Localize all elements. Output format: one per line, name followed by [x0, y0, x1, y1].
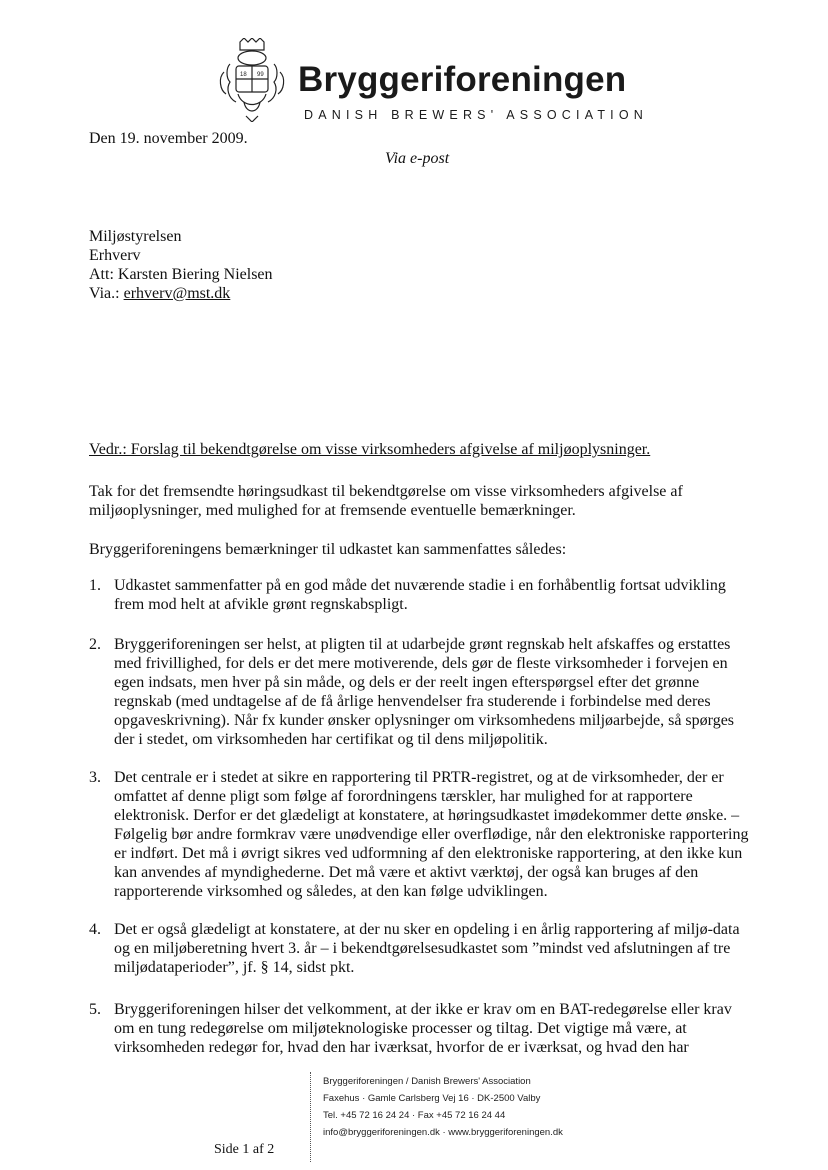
list-item-number: 4. [89, 921, 101, 938]
subject-line: Vedr.: Forslag til bekendtgørelse om visse virksomheders afgivelse af miljøoplysninger. [89, 441, 651, 458]
footer-contact [323, 1073, 563, 1141]
delivery-method: Via e-post [385, 150, 450, 167]
list-item-text: Bryggeriforeningen ser helst, at pligten til at udarbejde grønt regnskab helt afskaffes og erstattes med frivillighed, for dels er det mere motiverende, dels gør de fleste virksomheder i forvejen en egen indsats, men hver på sin måde, og dels er der reelt ingen efterspørgsel efter det grønne regnskab (med undtagelse af de få årlige henvendelser fra studerende i forbindelse med deres opgaveskrivning). Når fx kunder ønsker oplysninger om virksomhedens miljøarbejde, så spørges der i stedet, om virksomheden har certifikat og til dens miljøpolitik. [114, 636, 735, 748]
recipient-via [89, 284, 273, 303]
list-item-text: Bryggeriforeningen hilser det velkomment, at der ikke er krav om en BAT-redegørelse eller krav om en tung redegørelse om miljøteknologiske processer og tiltag. Det vigtige må være, at virksomheden redegør for, hvad den har iværksat, hvorfor de er iværksat, og hvad den har [114, 1001, 732, 1056]
brand-subtitle: DANISH BREWERS' ASSOCIATION [304, 108, 648, 122]
footer-line: Tel. +45 72 16 24 24 · Fax +45 72 16 24 44 [323, 1110, 506, 1121]
list-item [89, 1000, 749, 1057]
list-item [89, 920, 749, 977]
list-item-number: 2. [89, 636, 101, 653]
list-item [89, 576, 749, 614]
page-number: Side 1 af 2 [214, 1142, 275, 1157]
list-item [89, 768, 749, 901]
intro-paragraph: Tak for det fremsendte høringsudkast til bekendtgørelse om visse virksomheders afgivelse af miljøoplysninger, med mulighed for at fremsende eventuelle bemærkninger. [89, 483, 683, 519]
letterhead [216, 38, 648, 128]
summary-intro: Bryggeriforeningens bemærkninger til udkastet kan sammenfattes således: [89, 541, 567, 558]
footer-divider [310, 1072, 312, 1162]
list-item-text: Udkastet sammenfatter på en god måde det nuværende stadie i en forhåbentlig fortsat udvikling frem mod helt at afvikle grønt regnskabspligt. [114, 577, 726, 613]
list-item [89, 635, 749, 749]
footer-line: Faxehus · Gamle Carlsberg Vej 16 · DK-2500 Valby [323, 1093, 541, 1104]
svg-text:99: 99 [257, 72, 264, 78]
brand-name: Bryggeriforeningen [298, 60, 627, 99]
crest-logo-icon [216, 38, 288, 122]
recipient-email-link[interactable]: erhverv@mst.dk [123, 285, 231, 302]
svg-text:18: 18 [240, 72, 247, 78]
list-item-text: Det er også glædeligt at konstatere, at der nu sker en opdeling i en årlig rapportering af miljø-data og en miljøberetning hvert 3. år – i bekendtgørelsesudkastet som ”mindst ved afslutningen af tre miljødataperioder”, jf. § 14, sidst pkt. [114, 921, 740, 976]
recipient-line: Att: Karsten Biering Nielsen [89, 266, 273, 283]
footer-line: info@bryggeriforeningen.dk · www.bryggeriforeningen.dk [323, 1127, 563, 1138]
recipient-address [89, 227, 273, 303]
list-item-text: Det centrale er i stedet at sikre en rapportering til PRTR-registret, og at de virksomheder, der er omfattet af denne pligt som følge af forordningens tærskler, har mulighed for at rapportere elektronisk. Derfor er det glædeligt at konstatere, at høringsudkastet imødekommer dette ønske. – Følgelig bør andre formkrav være unødvendige eller overflødige, når den elektroniske rapportering er indført. Det må i øvrigt sikres ved udformning af den elektroniske rapportering, at den ikke kun kan anvendes af myndighederne. Det må være et aktivt værktøj, der også kan bruges af den rapporterende virksomhed og således, at den kan følge udviklingen. [114, 769, 749, 900]
list-item-number: 3. [89, 769, 101, 786]
recipient-line: Erhverv [89, 247, 141, 264]
via-label: Via.: [89, 285, 120, 302]
list-item-number: 1. [89, 577, 101, 594]
list-item-number: 5. [89, 1001, 101, 1018]
letter-date: Den 19. november 2009. [89, 130, 248, 147]
recipient-line: Miljøstyrelsen [89, 228, 182, 245]
footer-line: Bryggeriforeningen / Danish Brewers' Association [323, 1076, 531, 1087]
